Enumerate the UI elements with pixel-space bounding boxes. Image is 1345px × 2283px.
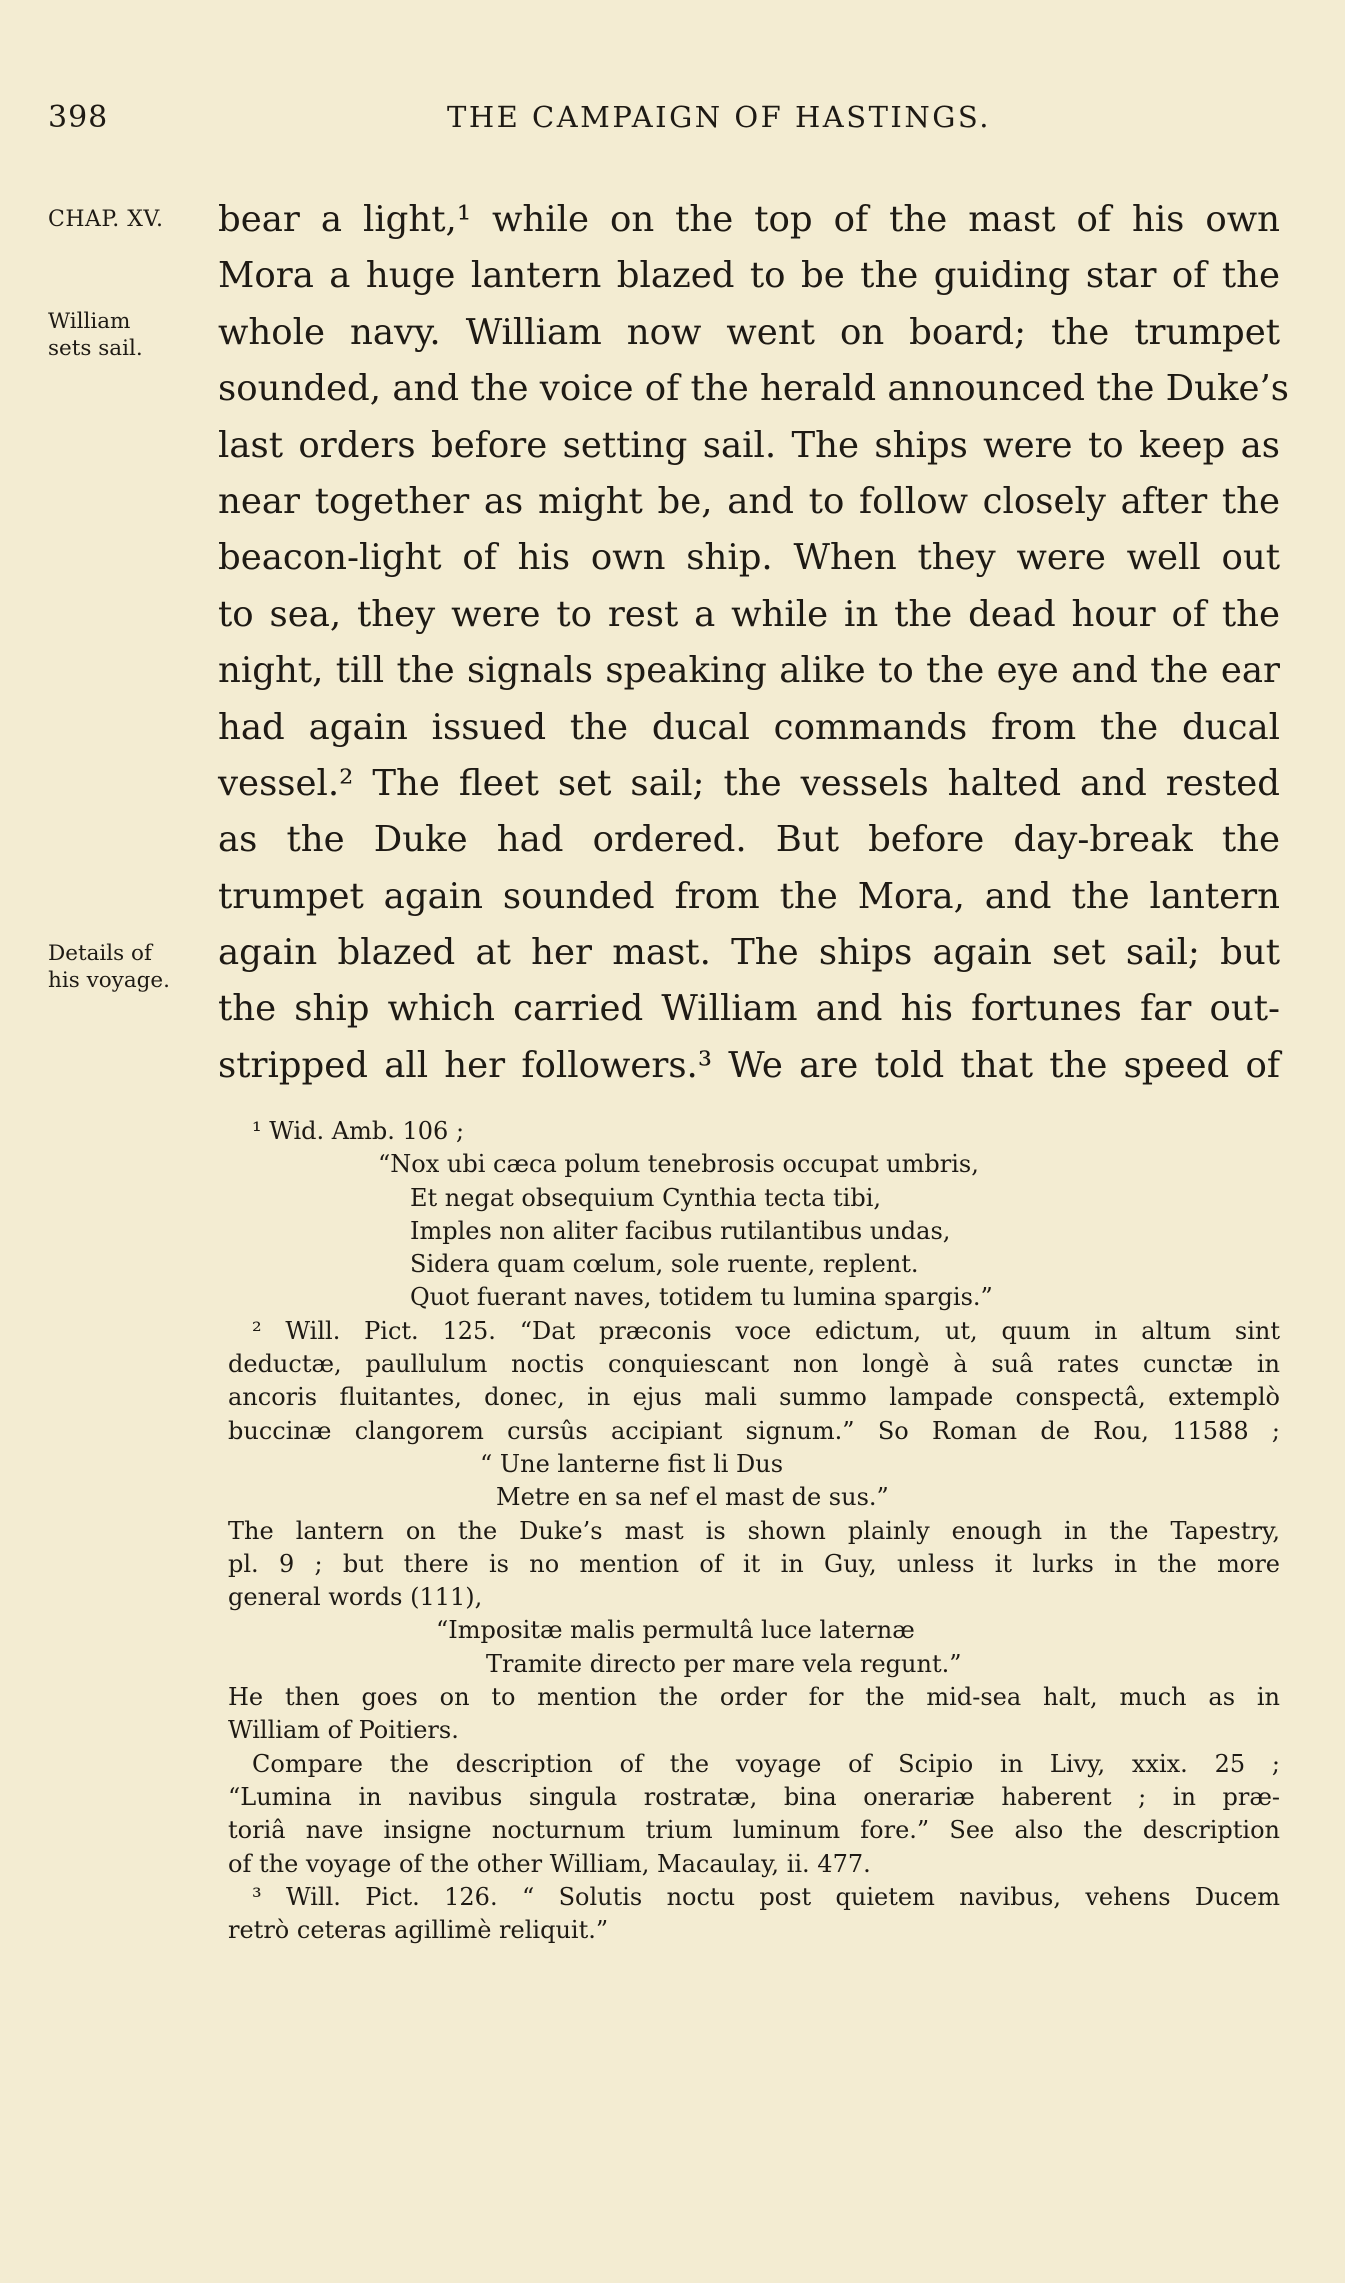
footnote-line: general words (111), [228,1583,483,1612]
footnote-line: deductæ, paullulum noctis conquiescant non longè à suâ rates cunctæ in [228,1350,1280,1379]
body-text-line: the ship which carried William and his fortunes far out- [218,988,1280,1030]
footnote-line: of the voyage of the other William, Macaulay, ii. 477. [228,1849,871,1878]
body-text-line: to sea, they were to rest a while in the dead hour of the [218,593,1280,635]
footnote-line: Metre en sa nef el mast de sus.” [496,1483,889,1512]
footnote-line: ¹ Wid. Amb. 106 ; [252,1117,465,1145]
sidenote-details-of-voyage [48,940,198,994]
footnote-line: buccinæ clangorem cursûs accipiant signum.” So Roman de Rou, 11588 ; [228,1416,1280,1445]
footnote-line: toriâ nave insigne nocturnum trium luminum fore.” See also the description [228,1816,1280,1845]
page-header [48,100,1280,150]
sidenote-line: Details of [48,941,152,966]
sidenote-william-sets-sail [48,308,198,362]
body-text-line: vessel.² The fleet set sail; the vessels halted and rested [218,762,1280,804]
body-text-line: beacon-light of his own ship. When they were well out [218,537,1280,579]
footnotes-block [228,1115,1280,1947]
footnote-line: ² Will. Pict. 125. “Dat præconis voce edictum, ut, quum in altum sint [252,1316,1280,1345]
footnote-line: He then goes on to mention the order for the mid-sea halt, much as in [228,1683,1280,1712]
body-text-line: near together as might be, and to follow closely after the [218,480,1280,522]
footnote-line: pl. 9 ; but there is no mention of it in Guy, unless it lurks in the more [228,1549,1280,1578]
body-text-line: night, till the signals speaking alike to the eye and the ear [218,650,1280,692]
body-text-line: trumpet again sounded from the Mora, and the lantern [218,875,1280,917]
footnote-line: “Lumina in navibus singula rostratæ, bina onerariæ haberent ; in præ- [228,1782,1280,1811]
footnote-line: Et negat obsequium Cynthia tecta tibi, [410,1183,882,1212]
body-text-line: whole navy. William now went on board; the trumpet [218,311,1280,353]
footnote-line: Quot fuerant naves, totidem tu lumina spargis.” [410,1283,993,1312]
body-text-line: bear a light,¹ while on the top of the mast of his own [218,199,1280,240]
footnote-line: Compare the description of the voyage of Scipio in Livy, xxix. 25 ; [252,1749,1280,1778]
sidenote-line: William [48,309,131,334]
footnote-line: Sidera quam cœlum, sole ruente, replent. [410,1250,919,1279]
footnote-line: “Impositæ malis permultâ luce laternæ [436,1616,915,1645]
chapter-marginal-note: CHAP. XV. [48,207,164,232]
footnote-line: Imples non aliter facibus rutilantibus undas, [410,1216,951,1245]
footnote-line: The lantern on the Duke’s mast is shown plainly enough in the Tapestry, [228,1516,1280,1545]
page-number: 398 [48,100,109,135]
body-text-line: again blazed at her mast. The ships again set sail; but [218,932,1280,974]
footnote-line: ancoris fluitantes, donec, in ejus mali summo lampade conspectâ, extemplò [228,1383,1280,1412]
body-text-line: sounded, and the voice of the herald announced the Duke’s [218,368,1290,410]
body-text-line: as the Duke had ordered. But before day-break the [218,819,1280,861]
body-text-line: stripped all her followers.³ We are told that the speed of [218,1044,1280,1086]
footnote-line: retrò ceteras agillimè reliquit.” [228,1916,609,1945]
footnote-line: “Nox ubi cæca polum tenebrosis occupat umbris, [378,1150,979,1179]
body-text-line: had again issued the ducal commands from the ducal [218,706,1280,748]
sidenote-line: sets sail. [48,336,143,361]
body-text-line: last orders before setting sail. The ships were to keep as [218,424,1280,466]
footnote-line: ³ Will. Pict. 126. “ Solutis noctu post quietem navibus, vehens Ducem [252,1882,1280,1911]
footnote-line: “ Une lanterne fist li Dus [480,1449,784,1478]
running-title: THE CAMPAIGN OF HASTINGS. [447,100,991,134]
body-text-line: Mora a huge lantern blazed to be the guiding star of the [218,255,1280,297]
footnote-line: Tramite directo per mare vela regunt.” [486,1649,962,1678]
main-text-block [218,192,1290,1094]
sidenote-line: his voyage. [48,968,170,993]
footnote-line: William of Poitiers. [228,1716,459,1745]
